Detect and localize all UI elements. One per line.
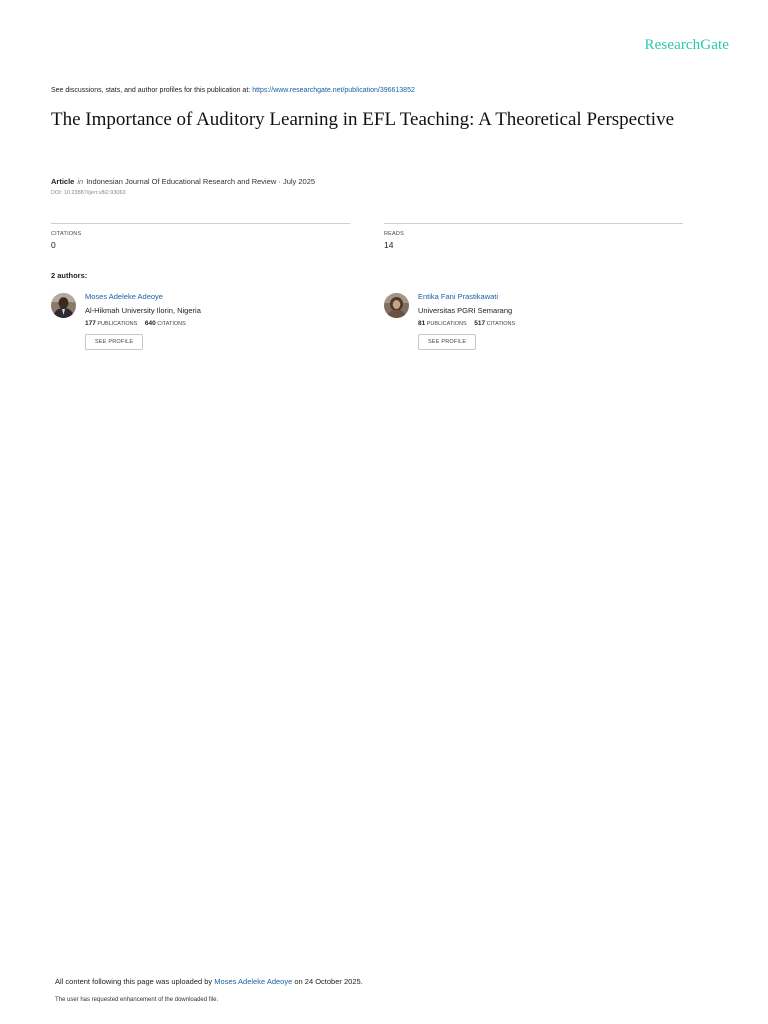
- publications-label: PUBLICATIONS: [426, 321, 467, 327]
- author-name-link[interactable]: Entika Fani Prastikawati: [418, 292, 499, 301]
- publications-label: PUBLICATIONS: [97, 321, 138, 327]
- article-title: The Importance of Auditory Learning in EFL Teaching: A Theoretical Perspective: [51, 109, 675, 130]
- author-card: [384, 292, 674, 362]
- reads-stat: [384, 223, 683, 250]
- avatar-photo-icon: [51, 293, 76, 318]
- in-word: in: [77, 177, 84, 186]
- citations-count-label: CITATIONS: [157, 321, 186, 327]
- author-affiliation: Al-Hikmah University Ilorin, Nigeria: [85, 306, 201, 315]
- article-meta: [51, 177, 315, 186]
- citations-stat: [51, 223, 350, 250]
- publications-count: 177: [85, 320, 96, 327]
- reads-value: 14: [384, 240, 394, 250]
- upload-prefix: All content following this page was uploaded by: [55, 977, 213, 986]
- enhancement-note: The user has requested enhancement of the downloaded file.: [55, 997, 219, 1003]
- uploader-link[interactable]: Moses Adeleke Adeoye: [214, 977, 293, 986]
- citations-count-label: CITATIONS: [486, 321, 516, 327]
- publications-count: 81: [418, 320, 426, 327]
- citations-count: 640: [144, 320, 156, 327]
- author-name-link[interactable]: Moses Adeleke Adeoye: [85, 292, 163, 301]
- citations-count: 517: [474, 320, 486, 327]
- author-card: [51, 292, 341, 362]
- author-affiliation: Universitas PGRI Semarang: [418, 306, 513, 315]
- researchgate-logo[interactable]: ResearchGate: [644, 37, 729, 53]
- discussion-line: [51, 87, 415, 94]
- see-profile-button[interactable]: SEE PROFILE: [418, 334, 476, 350]
- upload-suffix: on 24 October 2025.: [294, 977, 363, 986]
- article-type: Article: [51, 177, 75, 186]
- author-counts: [418, 320, 515, 328]
- reads-label: READS: [384, 231, 404, 237]
- upload-note: [55, 977, 363, 986]
- citations-value: 0: [51, 240, 56, 250]
- authors-heading: 2 authors:: [51, 271, 88, 280]
- discussion-prefix: See discussions, stats, and author profiles for this publication at:: [51, 87, 251, 94]
- see-profile-button[interactable]: SEE PROFILE: [85, 334, 143, 350]
- article-doi: DOI: 10.23887/ijerr.v8i2.93063: [51, 190, 126, 196]
- avatar-photo-icon: [384, 293, 409, 318]
- avatar[interactable]: [51, 293, 76, 318]
- author-counts: [85, 320, 201, 328]
- publication-link[interactable]: https://www.researchgate.net/publication/396613852: [252, 87, 415, 94]
- avatar[interactable]: [384, 293, 409, 318]
- citations-label: CITATIONS: [51, 231, 82, 237]
- journal-date[interactable]: Indonesian Journal Of Educational Research and Review · July 2025: [86, 177, 316, 186]
